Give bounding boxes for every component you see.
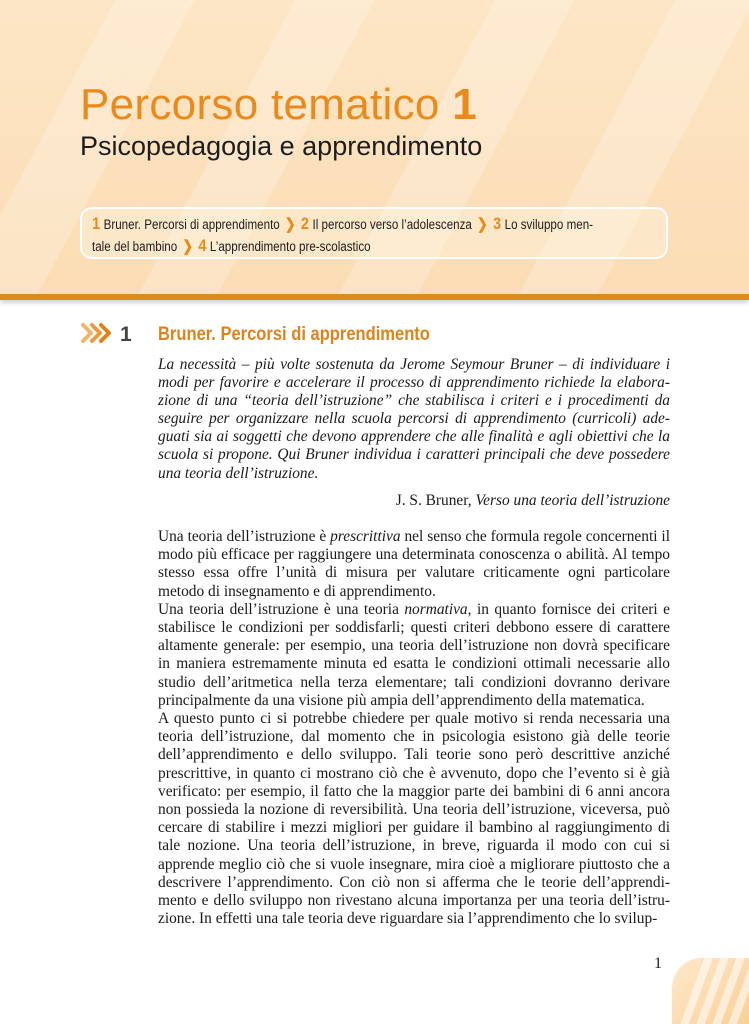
emphasis: prescrittiva xyxy=(330,528,401,545)
toc-item-label: Bruner. Percorsi di apprendimento xyxy=(103,217,280,232)
toc-item-number: 1 xyxy=(92,214,101,233)
toc-item-number: 3 xyxy=(493,214,502,233)
toc-item-label: Il percorso verso l’adolescenza xyxy=(312,217,472,232)
toc-item-label: L’apprendimento pre-scolastico xyxy=(209,239,371,254)
header-divider xyxy=(0,294,749,300)
chapter-subtitle: Psicopedagogia e apprendimento xyxy=(80,131,483,161)
chapter-number: 1 xyxy=(452,80,477,129)
text-run: nel senso che formula regole concernenti il modo più efficace per raggiungere una determinata conoscenza o abilità. Al tempo stesso essa offre l’unità di misura per valutare criticamente ogni particolare metodo di insegnamento e di apprendimento. xyxy=(158,528,670,600)
paragraph: A questo punto ci si potrebbe chiedere per quale motivo si renda necessaria una teoria dell’istruzione, dal momento che in psicologia esistono già delle teorie dell’apprendimento e dello sviluppo. Tali teorie sono però descrittive anziché prescrittive, in quanto ci mostrano ciò che è avvenuto, dopo che l’evento si è già verificato: per esempio, il fatto che la maggior parte dei bambini di 6 anni ancora non possieda la nozione di reversibilità. Una teoria dell’istruzione, viceversa, può cercare di stabilire i mezzi migliori per guidare il bambino al raggiungimento di tale nozione. Una teoria dell’istruzione, in breve, riguarda il modo con cui si apprende meglio ciò che si vuole insegnare, mira cioè a migliorare piuttosto che a descrivere l’apprendimento. Con ciò non si afferma che le teorie dell’apprendimento e dello sviluppo non rivestano alcuna importanza per una teoria dell’istruzione. In effetti una tale teoria deve riguardare sia l’apprendimento che lo svilup- xyxy=(158,710,670,928)
toc-item-3-continued[interactable]: tale del bambino xyxy=(92,239,178,254)
toc-line xyxy=(92,213,594,235)
toc-item-4[interactable] xyxy=(198,236,371,255)
text-run: Una teoria dell’istruzione è una teoria xyxy=(158,600,405,618)
toc-item-2[interactable] xyxy=(300,214,472,233)
text-run: , in quanto fornisce dei criteri e stabilisce le condizioni per soddisfarli; questi criteri debbono essere di carattere altamente generale: per esempio, una teoria dell’istruzione non dovrà specificare in maniera estremamente minuta ed esatta le condizioni ottimali necessarie allo studio dell’aritmetica nella terza elementare; tali condizioni dovranno derivare principalmente da una visione più ampia dell’apprendimento della matematica. xyxy=(158,600,670,709)
page-number: 1 xyxy=(654,955,662,972)
toc-item-3[interactable] xyxy=(493,214,594,233)
chapter-header xyxy=(0,0,749,297)
page-corner-decor xyxy=(672,958,749,1024)
paragraph xyxy=(158,528,670,601)
double-chevron-icon xyxy=(80,320,112,346)
section-number: 1 xyxy=(120,323,132,346)
section-title: Bruner. Percorsi di apprendimento xyxy=(158,324,430,345)
toc-item-label: Lo sviluppo men- xyxy=(504,217,594,232)
emphasis: normativa xyxy=(404,600,468,618)
quote-attribution xyxy=(396,492,670,510)
toc-item-number: 2 xyxy=(300,214,310,233)
toc-line xyxy=(92,235,577,257)
attribution-author: J. S. Bruner, xyxy=(395,492,472,509)
chapter-title xyxy=(80,80,477,130)
chapter-title-text: Percorso tematico xyxy=(80,80,440,129)
paragraph xyxy=(158,601,670,710)
intro-quote: La necessità – più volte sostenuta da Jerome Seymour Bruner – di individuare i modi per favorire e accelerare il processo di apprendimento richiede la elaborazione di una “teoria dell’istruzione” che stabilisca i criteri e i procedimenti da seguire per organizzare nella scuola percorsi di apprendimento (curricoli) adeguati sia ai soggetti che devono apprendere che alle finalità e agli obiettivi che la scuola si propone. Qui Bruner individua i caratteri principali che deve possedere una teoria dell’istruzione. xyxy=(158,356,670,482)
chevron-right-icon: ❯ xyxy=(284,216,296,233)
attribution-work: Verso una teoria dell’istruzione xyxy=(475,492,670,509)
toc-item-number: 4 xyxy=(198,236,207,255)
chapter-toc xyxy=(80,207,668,259)
toc-item-1[interactable] xyxy=(92,214,280,233)
chevron-right-icon: ❯ xyxy=(182,238,194,255)
text-run: Una teoria dell’istruzione è xyxy=(158,528,331,545)
chevron-right-icon: ❯ xyxy=(477,216,488,233)
body-text xyxy=(158,528,670,928)
